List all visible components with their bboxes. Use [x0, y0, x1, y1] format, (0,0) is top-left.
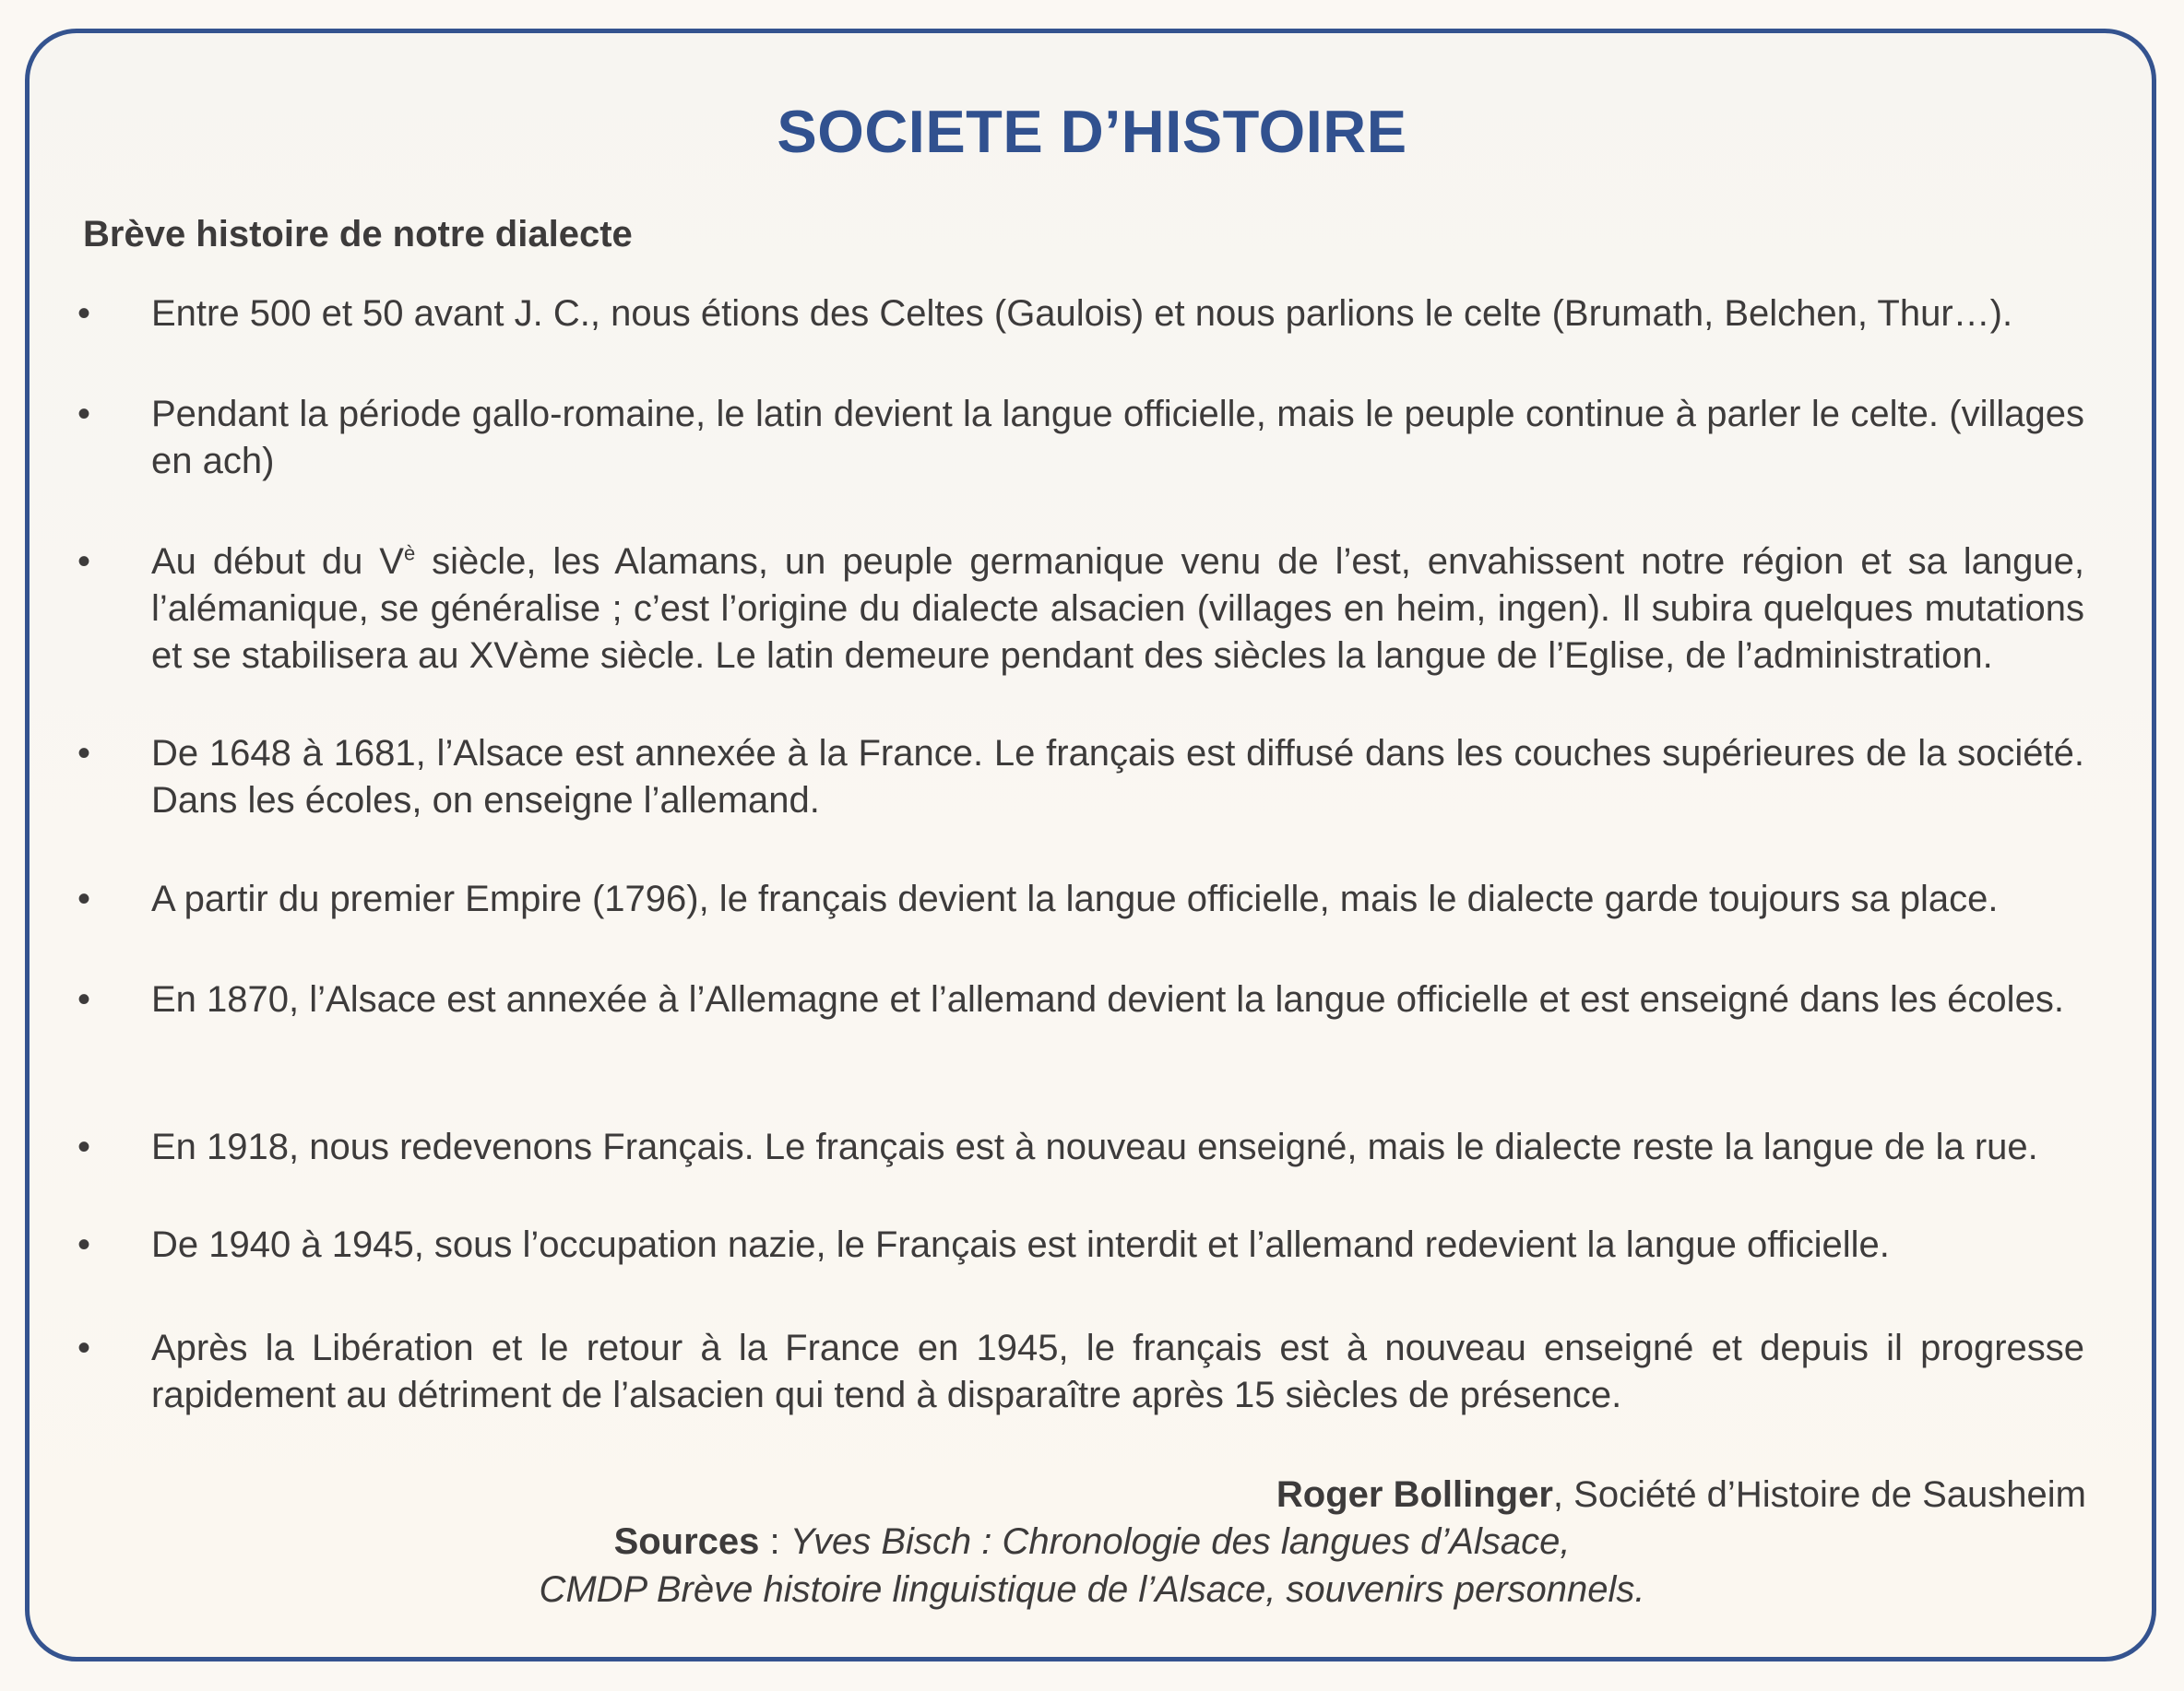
bullet-dot: • — [77, 1224, 91, 1265]
bullet-dot: • — [77, 733, 91, 774]
bullet-text — [151, 538, 2084, 680]
bullet-dot: • — [77, 394, 91, 434]
bullet-text-end: siècle, les Alamans, un peuple germanique venu de l’est, envahissent notre région et sa langue, l’alémanique, se généralise ; c’est l’origine du dialecte alsacien (villages en heim, ingen). Il subira quelques mutations et se stabilisera au XVème siècle. Le latin demeure pendant des siècles la langue de l’Eglise, de l’administration. — [151, 541, 2084, 676]
bullet-text: De 1648 à 1681, l’Alsace est annexée à la France. Le français est diffusé dans les couches supérieures de la société. Dans les écoles, on enseigne l’allemand. — [151, 733, 2084, 821]
signature — [1276, 1471, 2086, 1519]
bullet-text: Pendant la période gallo-romaine, le latin devient la langue officielle, mais le peuple continue à parler le celte. (villages en ach) — [151, 394, 2084, 481]
author-name: Roger Bollinger — [1276, 1474, 1553, 1515]
bullet-dot: • — [77, 879, 91, 919]
author-affiliation: , Société d’Histoire de Sausheim — [1552, 1474, 2086, 1515]
bullet-dot: • — [77, 1328, 91, 1368]
section-subtitle: Brève histoire de notre dialecte — [83, 214, 633, 254]
sources-separator: : — [759, 1521, 790, 1562]
page-title: SOCIETE D’HISTOIRE — [777, 98, 1407, 165]
bullet-dot: • — [77, 979, 91, 1020]
bullet-text: Après la Libération et le retour à la France en 1945, le français est à nouveau enseigné et depuis il progresse rapidement au détriment de l’alsacien qui tend à disparaître après 15 siècles de présence. — [151, 1328, 2084, 1415]
bullet-text: De 1940 à 1945, sous l’occupation nazie, le Français est interdit et l’allemand redevient la langue officielle. — [151, 1224, 1890, 1265]
bullet-text: En 1918, nous redevenons Français. Le français est à nouveau enseigné, mais le dialecte reste la langue de la rue. — [151, 1127, 2038, 1167]
bullet-text-start: Au début du V — [151, 541, 404, 582]
bullet-text: A partir du premier Empire (1796), le français devient la langue officielle, mais le dialecte garde toujours sa place. — [151, 879, 1999, 919]
bullet-dot: • — [77, 293, 91, 334]
bullet-text: En 1870, l’Alsace est annexée à l’Allemagne et l’allemand devient la langue officielle et est enseigné dans les écoles. — [151, 979, 2064, 1020]
sources-citation-1: Yves Bisch : Chronologie des langues d’Alsace, — [789, 1521, 1571, 1562]
bullet-dot: • — [77, 541, 91, 582]
superscript: è — [403, 541, 416, 565]
bullet-text: Entre 500 et 50 avant J. C., nous étions des Celtes (Gaulois) et nous parlions le celte (Brumath, Belchen, Thur…). — [151, 293, 2013, 334]
bullet-dot: • — [77, 1127, 91, 1167]
sources-line-1 — [0, 1518, 2184, 1566]
sources-label: Sources — [613, 1521, 760, 1562]
sources-citation-2: CMDP Brève histoire linguistique de l’Alsace, souvenirs personnels. — [539, 1569, 1645, 1610]
